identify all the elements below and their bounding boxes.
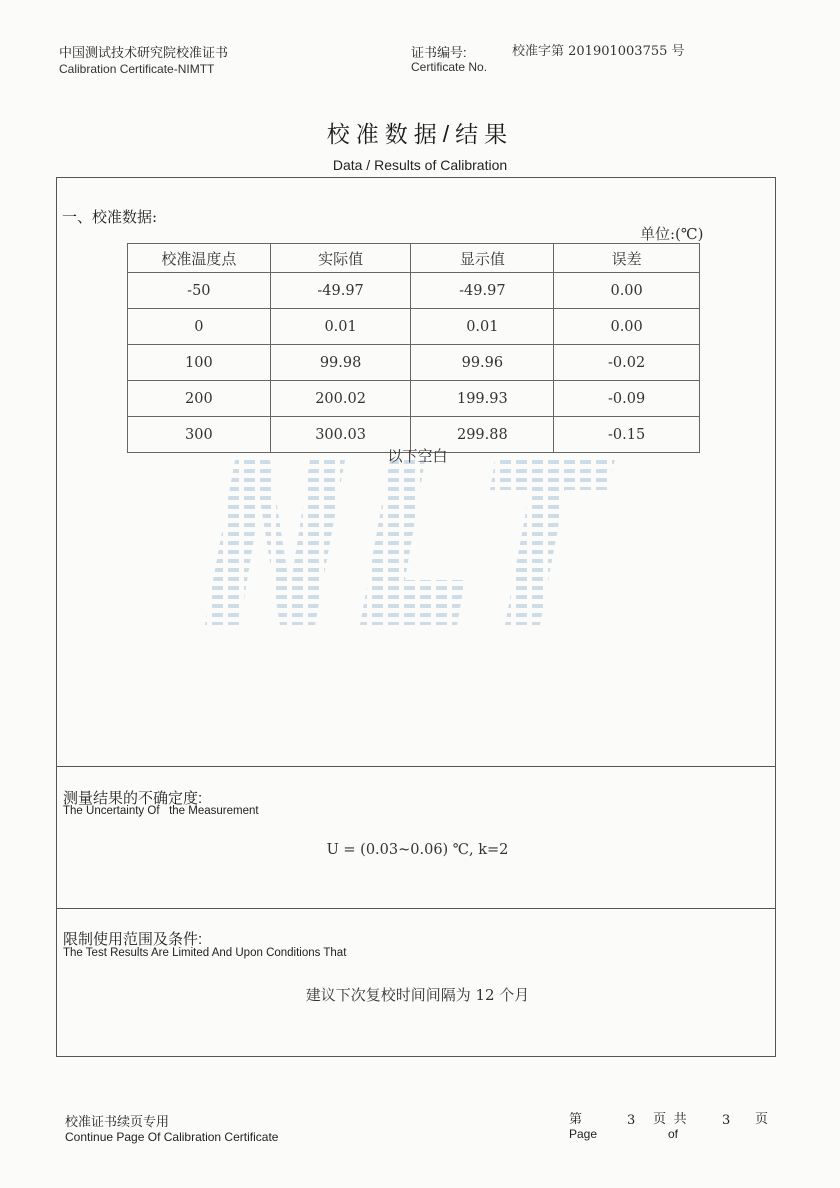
section-divider	[56, 766, 776, 767]
table-header-row	[128, 244, 700, 273]
page-title: 校准数据/结果	[326, 121, 514, 147]
table-row	[128, 273, 700, 309]
limitations-label-en: The Test Results Are Limited And Upon Conditions That	[63, 947, 347, 959]
cell-temperature-point: -50	[128, 273, 271, 309]
cell-actual-value: 99.98	[270, 345, 411, 381]
institute-name-en: Calibration Certificate-NIMTT	[59, 62, 215, 76]
cell-actual-value: 0.01	[270, 309, 411, 345]
page-suffix-cn: 页	[755, 1111, 769, 1126]
cell-error: 0.00	[554, 309, 700, 345]
calibration-data-heading: 一、校准数据:	[62, 208, 158, 226]
recalibration-interval-note: 建议下次复校时间间隔为 12 个月	[305, 986, 530, 1004]
calibration-table	[127, 243, 700, 453]
cell-actual-value: -49.97	[270, 273, 411, 309]
limitations-label-cn: 限制使用范围及条件:	[63, 931, 203, 948]
section-divider	[56, 908, 776, 909]
table-row	[128, 309, 700, 345]
page-current: 3	[627, 1113, 636, 1128]
cert-no-value: 校准字第 201901003755 号	[512, 44, 685, 59]
page-of-label-cn: 页 共	[653, 1111, 689, 1126]
unit-label: 单位:(℃)	[640, 225, 704, 243]
institute-name-cn: 中国测试技术研究院校准证书	[59, 45, 229, 60]
uncertainty-value: U = (0.03~0.06) ℃, k=2	[326, 842, 509, 858]
column-header-displayed-value: 显示值	[411, 244, 554, 273]
cell-temperature-point: 200	[128, 381, 271, 417]
page-subtitle: Data / Results of Calibration	[332, 157, 508, 173]
cell-displayed-value: 99.96	[411, 345, 554, 381]
column-header-temperature-point: 校准温度点	[128, 244, 271, 273]
cell-temperature-point: 0	[128, 309, 271, 345]
cell-temperature-point: 100	[128, 345, 271, 381]
uncertainty-label-en: The Uncertainty Of the Measurement	[63, 805, 259, 817]
page-of-label-en: of	[668, 1127, 679, 1141]
uncertainty-label-cn: 测量结果的不确定度:	[63, 790, 203, 807]
table-row	[128, 345, 700, 381]
page-label-en: Page	[569, 1127, 598, 1141]
column-header-actual-value: 实际值	[270, 244, 411, 273]
cell-error: -0.15	[554, 417, 700, 453]
nimtt-watermark-icon	[195, 440, 625, 640]
cell-displayed-value: 299.88	[411, 417, 554, 453]
cell-displayed-value: -49.97	[411, 273, 554, 309]
cert-no-label-cn: 证书编号:	[411, 45, 467, 60]
table-row	[128, 381, 700, 417]
page-label-cn: 第	[569, 1111, 583, 1126]
page-total: 3	[722, 1113, 731, 1128]
cell-actual-value: 300.03	[270, 417, 411, 453]
blank-below-note: 以下空白	[387, 447, 448, 465]
column-header-error: 误差	[554, 244, 700, 273]
cell-actual-value: 200.02	[270, 381, 411, 417]
cell-error: 0.00	[554, 273, 700, 309]
continue-page-note-cn: 校准证书续页专用	[65, 1114, 170, 1129]
cert-no-label-en: Certificate No.	[411, 60, 488, 74]
cell-error: -0.09	[554, 381, 700, 417]
continue-page-note-en: Continue Page Of Calibration Certificate	[65, 1130, 279, 1144]
cell-error: -0.02	[554, 345, 700, 381]
cell-displayed-value: 0.01	[411, 309, 554, 345]
cell-temperature-point: 300	[128, 417, 271, 453]
cell-displayed-value: 199.93	[411, 381, 554, 417]
